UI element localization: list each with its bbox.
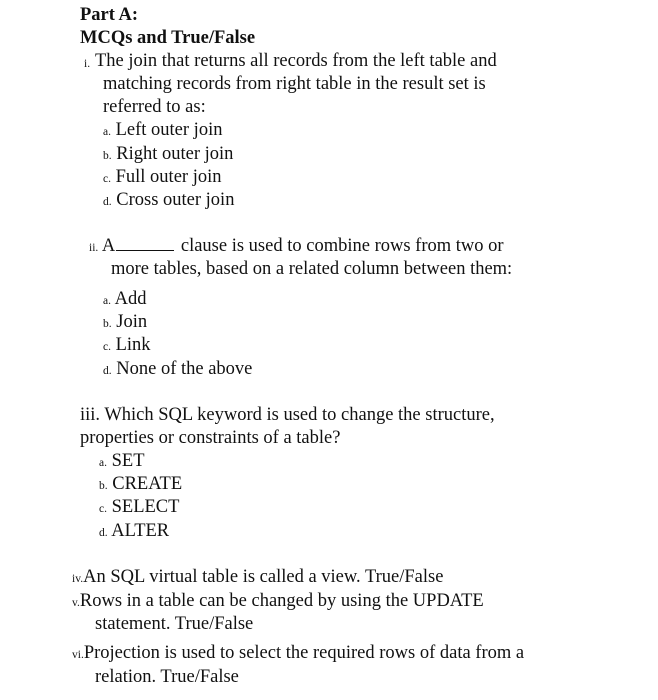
- question-5-text: Rows in a table can be changed by using the UPDATE: [79, 591, 484, 611]
- question-2-line-2: more tables, based on a related column between them:: [111, 259, 513, 279]
- fill-in-blank: [116, 235, 174, 251]
- question-2-option-c: [103, 334, 151, 358]
- question-2-lead: A: [101, 236, 116, 256]
- question-4: [72, 566, 443, 590]
- question-4-marker: iv.: [72, 573, 84, 585]
- question-4-text: An SQL virtual table is called a view. True/False: [83, 567, 444, 587]
- option-text: SET: [111, 451, 145, 471]
- question-2-marker: ii.: [89, 242, 99, 254]
- question-3-option-a: [99, 450, 145, 474]
- question-3-option-d: [99, 520, 169, 544]
- question-3-line-2: properties or constraints of a table?: [80, 428, 341, 448]
- question-5-marker: v.: [72, 597, 80, 609]
- question-3-option-b: [99, 473, 182, 497]
- question-1-option-b: [103, 143, 233, 167]
- question-6-text: Projection is used to select the required rows of data from a: [83, 643, 525, 663]
- question-5-line-2: statement. True/False: [95, 614, 254, 634]
- question-1-line-3: referred to as:: [103, 97, 206, 117]
- option-text: Cross outer join: [116, 190, 235, 210]
- question-1-option-a: [103, 119, 222, 143]
- option-marker: c.: [103, 173, 111, 185]
- option-text: CREATE: [112, 474, 183, 494]
- question-3-option-c: [99, 496, 179, 520]
- option-marker: a.: [99, 457, 107, 469]
- section-heading: MCQs and True/False: [80, 28, 256, 48]
- question-6-marker: vi.: [72, 649, 84, 661]
- question-2-rest: clause is used to combine rows from two or: [180, 236, 504, 256]
- question-1-option-d: [103, 189, 234, 213]
- option-text: SELECT: [111, 497, 180, 517]
- option-marker: b.: [99, 480, 108, 492]
- option-text: Join: [116, 312, 148, 332]
- question-6-line-2: relation. True/False: [95, 667, 239, 687]
- option-marker: c.: [103, 341, 111, 353]
- option-marker: d.: [99, 527, 108, 539]
- question-2-option-d: [103, 358, 252, 382]
- question-2-option-b: [103, 311, 147, 335]
- question-2-line-1: [89, 235, 504, 259]
- question-1-line-1: The join that returns all records from the left table and: [95, 51, 497, 71]
- option-text: None of the above: [116, 359, 253, 379]
- question-1-marker: i.: [84, 58, 91, 70]
- option-marker: b.: [103, 318, 112, 330]
- option-marker: c.: [99, 503, 107, 515]
- option-marker: d.: [103, 365, 112, 377]
- option-marker: d.: [103, 196, 112, 208]
- option-text: Left outer join: [115, 120, 223, 140]
- option-text: Full outer join: [115, 167, 222, 187]
- option-text: Right outer join: [116, 144, 234, 164]
- option-marker: b.: [103, 150, 112, 162]
- question-6-line-1: [72, 642, 524, 666]
- question-1-line-2: matching records from right table in the result set is: [103, 74, 486, 94]
- option-text: Add: [114, 289, 147, 309]
- question-3-line-1: iii. Which SQL keyword is used to change the structure,: [80, 405, 495, 425]
- question-5-line-1: [72, 590, 484, 614]
- option-text: Link: [115, 335, 151, 355]
- question-1-option-c: [103, 166, 221, 190]
- option-text: ALTER: [111, 521, 170, 541]
- option-marker: a.: [103, 126, 111, 138]
- question-2-option-a: [103, 288, 146, 312]
- option-marker: a.: [103, 295, 111, 307]
- part-heading: Part A:: [80, 5, 139, 25]
